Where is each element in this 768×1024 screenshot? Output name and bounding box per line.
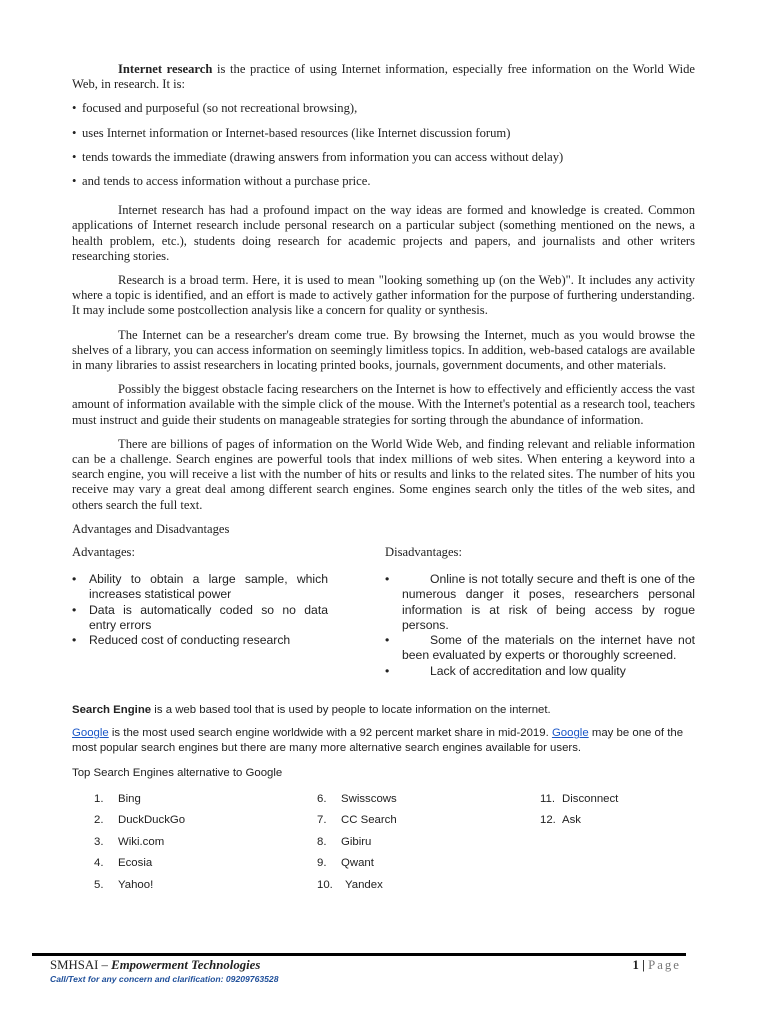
bullet-icon: • bbox=[72, 572, 77, 587]
disadvantages-title: Disadvantages: bbox=[385, 545, 462, 560]
list-item: • Some of the materials on the internet have not been evaluated by experts or thoroughly screened. bbox=[385, 633, 695, 663]
body-paragraph: There are billions of pages of information on the World Wide Web, and finding relevant and reliable information can be a challenge. Search engines are powerful tools that index millions of web sites. When entering a keyword into a search engine, you will receive a list with the number of hits or results and links to the related sites. The number of hits you receive may vary a great deal among different search engines. Some engines search only the titles of the web sites, and others search the full text. bbox=[72, 436, 695, 512]
engines-list-title: Top Search Engines alternative to Google bbox=[72, 766, 283, 779]
search-engine-term: Search Engine bbox=[72, 703, 152, 716]
footer-title bbox=[50, 958, 260, 973]
list-item: 10. Yandex bbox=[317, 878, 383, 891]
document-body bbox=[72, 62, 695, 896]
list-item: 7. CC Search bbox=[317, 814, 397, 827]
footer-school: SMHSAI – bbox=[50, 958, 112, 972]
bullet-icon: • bbox=[72, 125, 77, 140]
list-item: 12. Ask bbox=[540, 814, 581, 827]
disadvantages-column bbox=[385, 545, 695, 679]
list-item: 8. Gibiru bbox=[317, 835, 372, 848]
body-paragraph: The Internet can be a researcher's dream come true. By browsing the Internet, much as you would browse the shelves of a library, you can access information on seemingly limitless topics. In addition, web-based catalogs are available in many libraries to assist researchers in locating printed books, journals, government documents, and other materials. bbox=[72, 327, 695, 373]
list-item: 3. Wiki.com bbox=[94, 835, 165, 848]
list-item: 4. Ecosia bbox=[94, 857, 153, 870]
bullet-icon: • bbox=[72, 101, 77, 116]
list-item: 9. Qwant bbox=[317, 857, 374, 870]
bullet-icon: • bbox=[72, 602, 77, 617]
list-item bbox=[540, 853, 720, 875]
body-paragraph: Possibly the biggest obstacle facing researchers on the Internet is how to effectively and efficiently access the vast amount of information available with the simple click of the mouse. With the Internet's potential as a research tool, teachers must instruct and guide their students on manageable strategies for sorting through the abundance of information. bbox=[72, 382, 695, 427]
list-item bbox=[540, 874, 720, 896]
bullet-icon: • bbox=[72, 149, 77, 164]
body-paragraph: Research is a broad term. Here, it is used to mean "looking something up (on the Web)". It includes any activity where a topic is identified, and an effort is made to actively gather information for the purpose of furthering understanding. It may include some postcollection analysis like a concern for quality or synthesis. bbox=[72, 273, 695, 318]
list-item: • tends towards the immediate (drawing answers from information you can access without delay) bbox=[72, 149, 564, 164]
advantages-title: Advantages: bbox=[72, 545, 135, 560]
list-item: 2. DuckDuckGo bbox=[94, 814, 186, 827]
intro-term: Internet research bbox=[118, 62, 213, 76]
list-item: 6. Swisscows bbox=[317, 792, 397, 805]
bullet-icon: • bbox=[385, 663, 390, 678]
advantages-list bbox=[72, 572, 328, 648]
list-item: • Online is not totally secure and theft is one of the numerous danger it poses, researchers personal information is at risk of being access by rogue persons. bbox=[385, 572, 695, 632]
list-item: 5. Yahoo! bbox=[94, 878, 154, 891]
bullet-icon: • bbox=[385, 633, 390, 648]
google-link[interactable]: Google bbox=[551, 727, 589, 740]
adv-dis-heading: Advantages and Disadvantages bbox=[72, 521, 230, 536]
google-link[interactable]: Google bbox=[72, 727, 109, 740]
bullet-icon: • bbox=[72, 633, 77, 648]
advantages-column bbox=[72, 545, 328, 679]
page-number: 1 | Page bbox=[632, 958, 681, 972]
engines-list bbox=[94, 788, 695, 896]
body-paragraph: Internet research has had a profound impact on the way ideas are formed and knowledge is created. Common applications of Internet research include personal research on a particular subject (something mentioned on the news, a health problem, etc.), students doing research for academic projects and papers, and journalists and other writers researching stories. bbox=[72, 203, 695, 263]
list-item: 11. Disconnect bbox=[540, 792, 619, 805]
footer-contact: Call/Text for any concern and clarification: 09209763528 bbox=[50, 974, 279, 984]
list-item: • uses Internet information or Internet-based resources (like Internet discussion forum) bbox=[72, 125, 511, 140]
list-item: • Data is automatically coded so no data entry errors bbox=[72, 602, 328, 632]
footer-subject: Empowerment Technologies bbox=[111, 958, 261, 972]
list-item: • Lack of accreditation and low quality bbox=[385, 663, 626, 678]
intro-paragraph bbox=[72, 62, 695, 92]
intro-text: is the practice of using Internet information, especially free information on the World Wide Web, in research. It is: bbox=[72, 62, 695, 92]
google-paragraph: Google is the most used search engine worldwide with a 92 percent market share in mid-2019. Google may be one of the most popular search engines but there are many more alternative search engines available for users. bbox=[72, 727, 684, 754]
list-item: 1. Bing bbox=[94, 792, 141, 805]
adv-dis-columns bbox=[72, 545, 695, 679]
bullet-icon: • bbox=[72, 174, 77, 189]
disadvantages-list bbox=[385, 572, 695, 678]
list-item: • and tends to access information without a purchase price. bbox=[72, 174, 371, 189]
bullet-icon: • bbox=[385, 572, 390, 587]
footer-divider bbox=[32, 953, 686, 956]
list-item: • focused and purposeful (so not recreational browsing), bbox=[72, 101, 358, 116]
list-item: • Reduced cost of conducting research bbox=[72, 633, 291, 648]
search-engine-definition: Search Engine is a web based tool that is used by people to locate information on the internet. bbox=[72, 703, 551, 716]
list-item bbox=[540, 831, 720, 853]
list-item: • Ability to obtain a large sample, which increases statistical power bbox=[72, 572, 328, 602]
